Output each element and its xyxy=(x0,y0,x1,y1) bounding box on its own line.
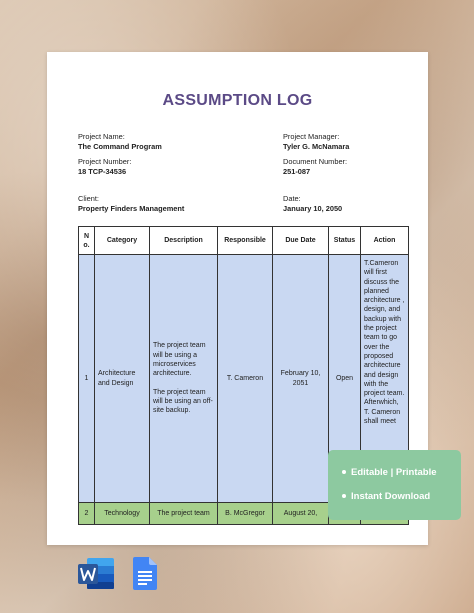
row-responsible: T. Cameron xyxy=(218,255,273,503)
project-name-label: Project Name: xyxy=(78,132,125,141)
row-category: Architecture and Design xyxy=(95,255,150,503)
date-value: January 10, 2050 xyxy=(283,204,343,213)
header-action: Action xyxy=(361,227,409,255)
description-line-2: The project team will be using an off-site backup. xyxy=(153,388,213,415)
client-label: Client: xyxy=(78,194,99,203)
client-field xyxy=(78,194,184,214)
row-no: 1 xyxy=(79,255,95,503)
project-number-label: Project Number: xyxy=(78,157,132,166)
row-action: T.Cameron will first discuss the planned architecture , design, and backup with the project team to go over the proposed architecture and design with the project team. Afterwhich, T. Cameron shall meet xyxy=(361,255,409,503)
date-label: Date: xyxy=(283,194,301,203)
client-value: Property Finders Management xyxy=(78,204,185,213)
header-status: Status xyxy=(329,227,361,255)
header-no: N o. xyxy=(79,227,95,255)
header-category: Category xyxy=(95,227,150,255)
instant-download-item xyxy=(342,491,430,502)
header-description: Description xyxy=(150,227,218,255)
table-header-row xyxy=(79,227,409,255)
editable-printable-label: Editable | Printable xyxy=(351,467,437,478)
feature-badge xyxy=(328,450,461,520)
document-number-field xyxy=(283,157,347,177)
description-line-1: The project team will be using a microservices architecture. xyxy=(153,342,206,378)
editable-printable-item xyxy=(342,467,437,478)
row-responsible: B. McGregor xyxy=(218,503,273,525)
row-description xyxy=(150,255,218,503)
row-status: Open xyxy=(329,255,361,503)
row-description: The project team xyxy=(150,503,218,525)
bullet-icon xyxy=(342,470,346,474)
header-responsible: Responsible xyxy=(218,227,273,255)
row-due-date: February 10, 2051 xyxy=(273,255,329,503)
word-icon[interactable] xyxy=(78,557,115,595)
document-number-value: 251-087 xyxy=(283,167,311,176)
document-title: ASSUMPTION LOG xyxy=(162,92,313,109)
row-no: 2 xyxy=(79,503,95,525)
project-number-value: 18 TCP-34536 xyxy=(78,167,127,176)
google-docs-icon[interactable] xyxy=(133,557,157,595)
project-name-field xyxy=(78,132,162,152)
project-name-value: The Command Program xyxy=(78,142,162,151)
date-field xyxy=(283,194,342,214)
document-number-label: Document Number: xyxy=(283,157,348,166)
project-manager-field xyxy=(283,132,349,152)
header-due-date: Due Date xyxy=(273,227,329,255)
row-due-date: August 20, xyxy=(273,503,329,525)
project-number-field xyxy=(78,157,131,177)
project-manager-label: Project Manager: xyxy=(283,132,340,141)
bullet-icon xyxy=(342,494,346,498)
project-manager-value: Tyler G. McNamara xyxy=(283,142,350,151)
instant-download-label: Instant Download xyxy=(351,491,431,502)
row-category: Technology xyxy=(95,503,150,525)
